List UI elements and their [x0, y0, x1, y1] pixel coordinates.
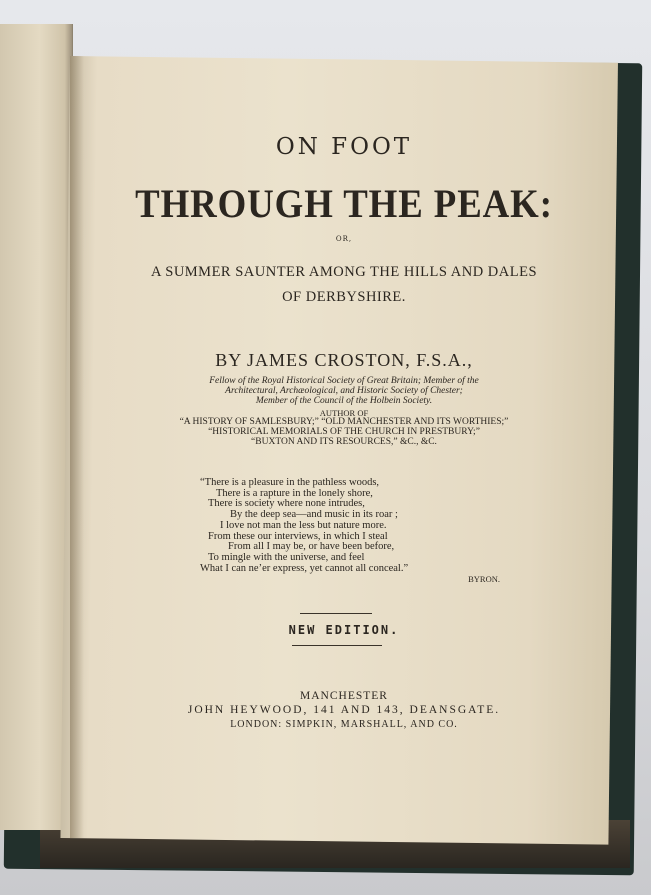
- subtitle-line-2: OF DERBYSHIRE.: [282, 289, 406, 305]
- title-or: OR,: [335, 235, 353, 243]
- author-of-label: AUTHOR OF: [319, 408, 369, 418]
- author-credential-3: Member of the Council of the Holbein Society.: [255, 396, 433, 406]
- author-credential-1: Fellow of the Royal Historical Society of Great Britain; Member of the: [209, 376, 479, 386]
- imprint-london: LONDON: SIMPKIN, MARSHALL, AND CO.: [230, 719, 458, 730]
- title-line-on-foot: ON FOOT: [275, 134, 413, 160]
- poem-line: I love not man the less but nature more.: [220, 519, 387, 531]
- poem-line: By the deep sea—and music in its roar ;: [230, 509, 398, 521]
- poem-line: There is a rapture in the lonely shore,: [216, 487, 373, 499]
- poem-attribution: BYRON.: [468, 574, 500, 585]
- title-page-text: [70, 0, 618, 895]
- author-credential-2: Architectural, Archæological, and Historic Society of Chester;: [225, 386, 463, 396]
- book-title: THROUGH THE PEAK:: [135, 181, 553, 226]
- imprint-publisher: JOHN HEYWOOD, 141 AND 143, DEANSGATE.: [187, 704, 501, 716]
- poem-line: There is society where none intrudes,: [208, 498, 365, 510]
- subtitle-line-1: A SUMMER SAUNTER AMONG THE HILLS AND DALES: [150, 264, 538, 280]
- poem-line: From these our interviews, in which I steal: [208, 530, 388, 542]
- other-works-line-2: “HISTORICAL MEMORIALS OF THE CHURCH IN PRESTBURY;”: [208, 427, 480, 437]
- divider-rule-top: [300, 613, 372, 614]
- other-works-line-1: “A HISTORY OF SAMLESBURY;” “OLD MANCHESTER AND ITS WORTHIES;”: [179, 417, 509, 427]
- poem-line: From all I may be, or have been before,: [228, 541, 395, 553]
- poem-line: To mingle with the universe, and feel: [208, 551, 365, 563]
- divider-rule-bottom: [292, 645, 382, 646]
- imprint-city: MANCHESTER: [300, 690, 388, 702]
- edition-label: NEW EDITION.: [288, 623, 400, 637]
- poem-line: “There is a pleasure in the pathless woods,: [200, 477, 380, 488]
- author-name: BY JAMES CROSTON, F.S.A.,: [215, 350, 473, 370]
- epigraph-poem: [200, 478, 520, 585]
- poem-line: What I can ne’er express, yet cannot all conceal.”: [200, 562, 409, 574]
- other-works-line-3: “BUXTON AND ITS RESOURCES,” &C., &C.: [251, 437, 437, 447]
